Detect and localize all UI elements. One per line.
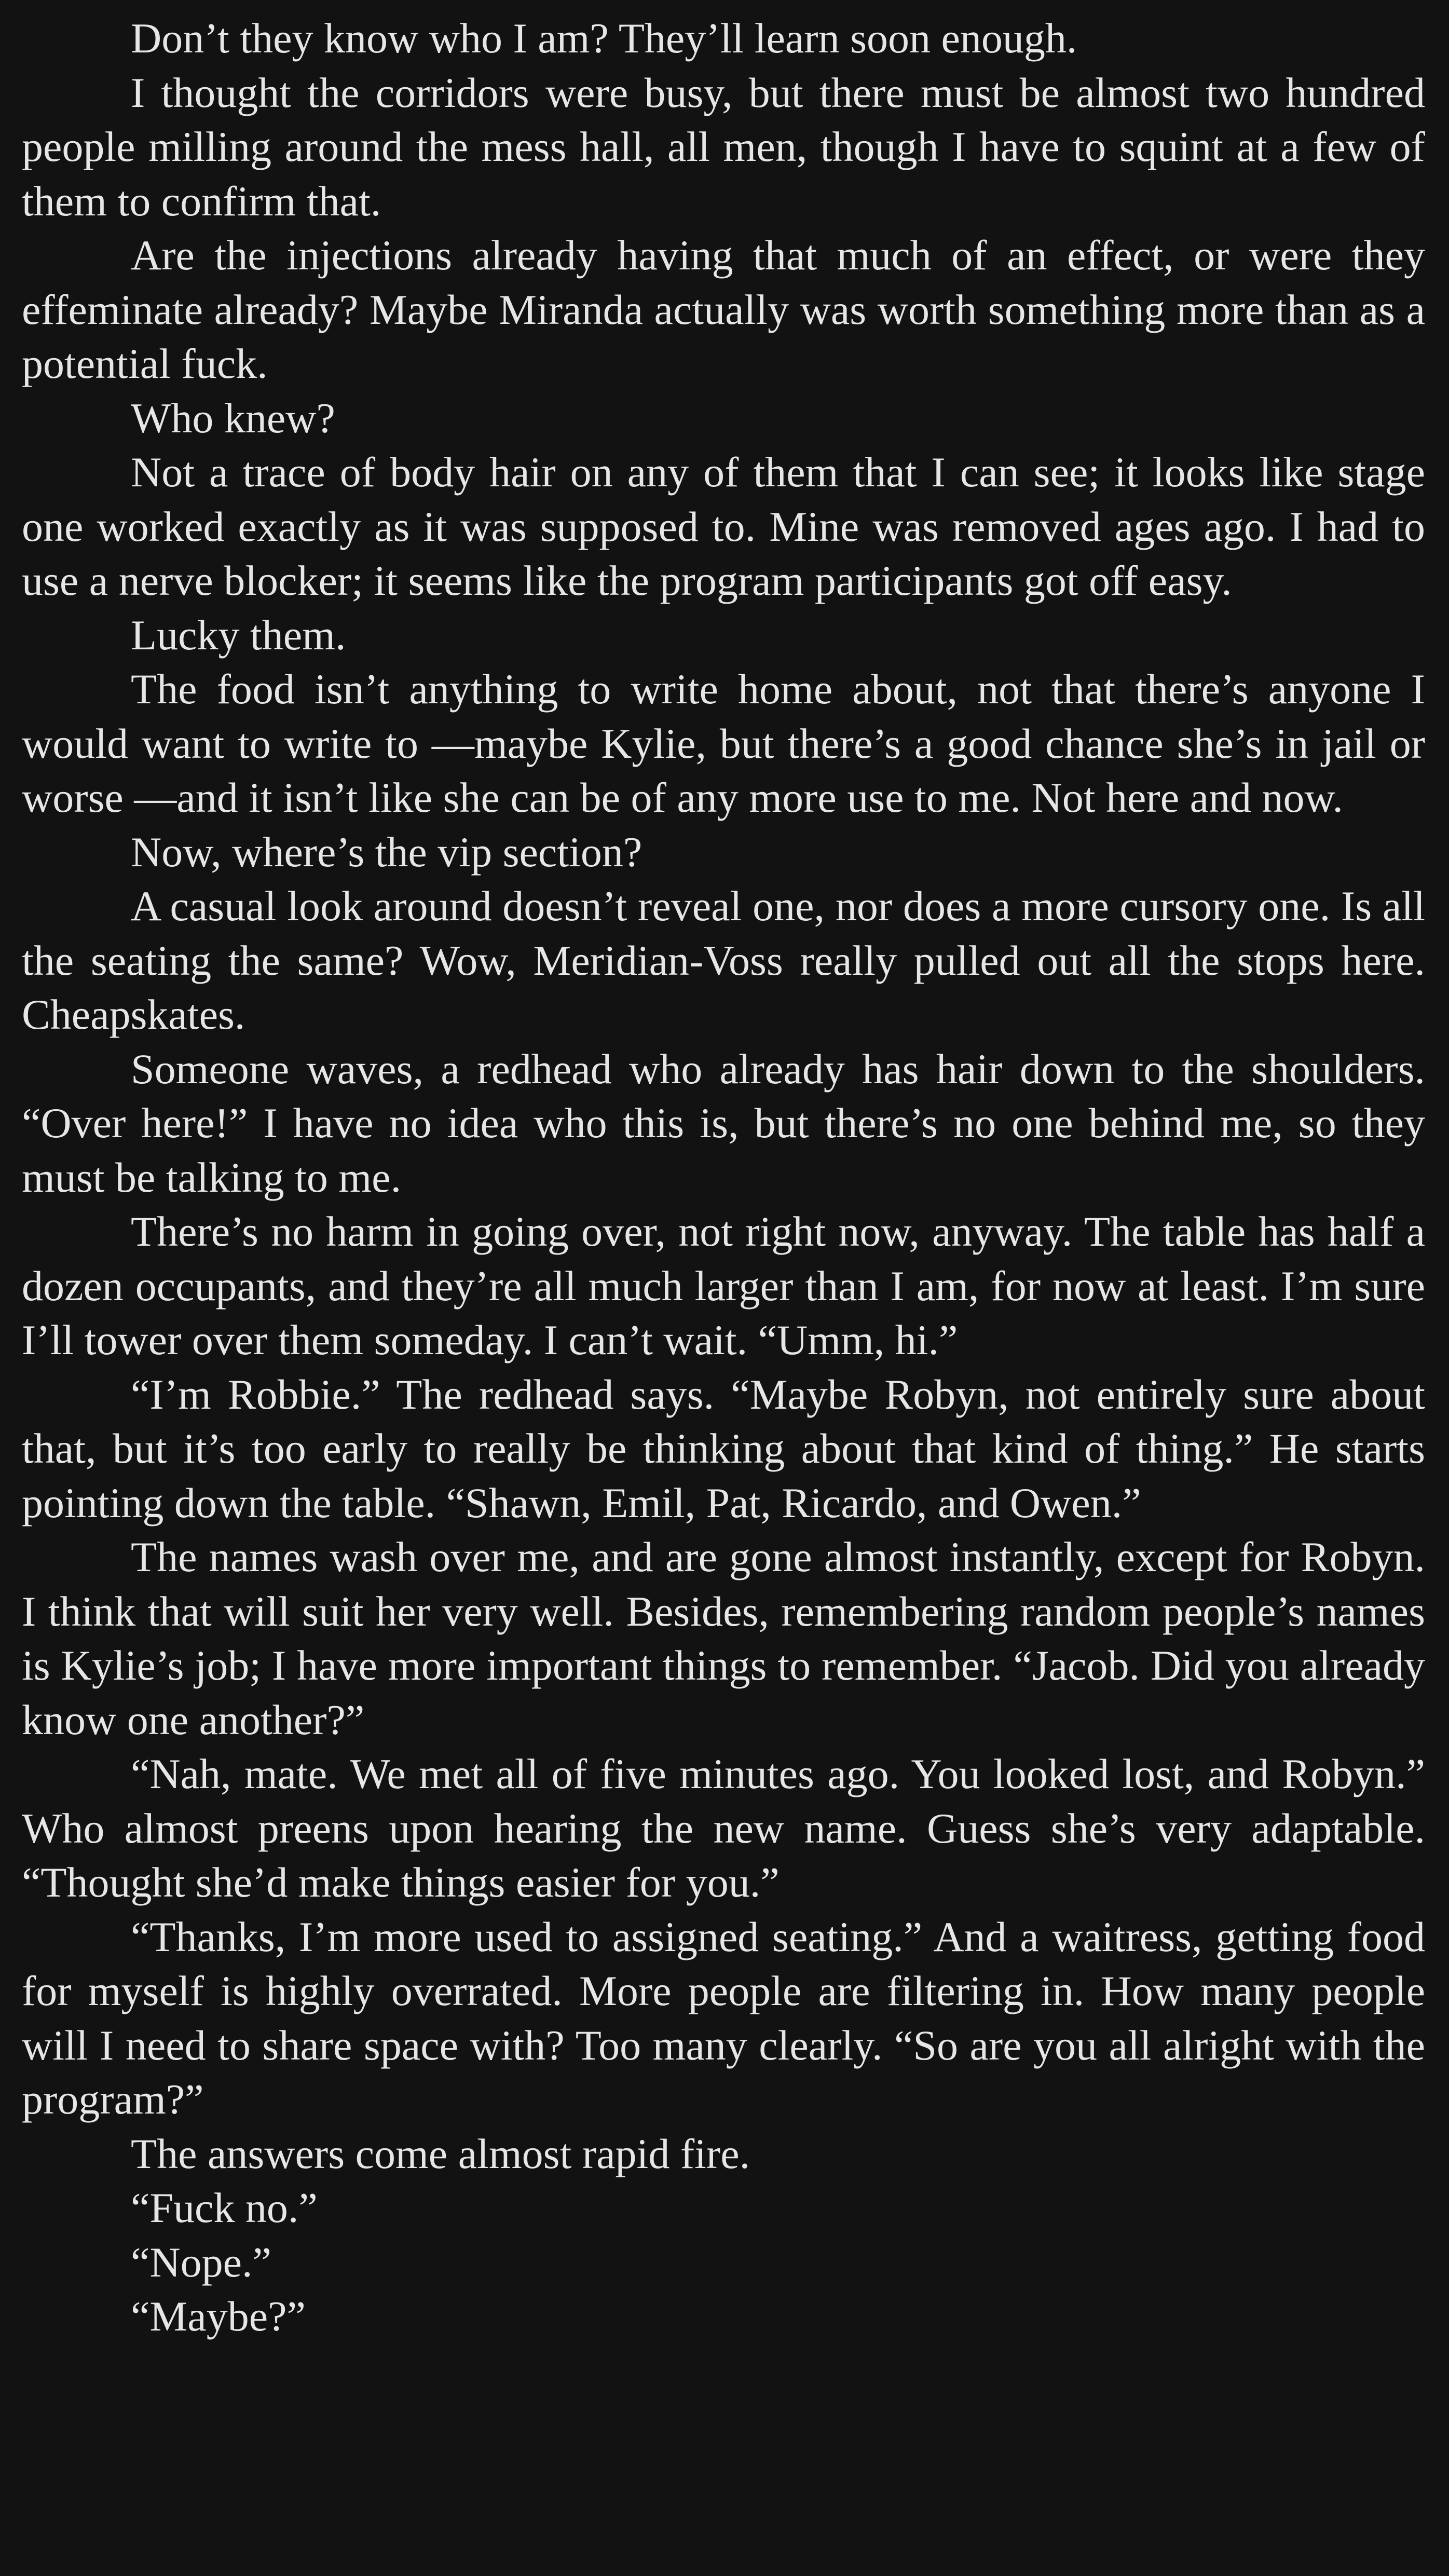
paragraph: There’s no harm in going over, not right now, anyway. The table has half a dozen occupants, and they’re all much larger than I am, for now at least. I’m sure I’ll tower over them someday. I can’t wait. “Umm, hi.” xyxy=(22,1208,1425,1364)
paragraph: “I’m Robbie.” The redhead says. “Maybe Robyn, not entirely sure about that, but it’s too early to really be thinking about that kind of thing.” He starts pointing down the table. “Shawn, Emil, Pat, Ricardo, and Owen.” xyxy=(22,1370,1425,1526)
paragraph: Not a trace of body hair on any of them that I can see; it looks like stage one worked exactly as it was supposed to. Mine was removed ages ago. I had to use a nerve blocker; it seems like the program participants got off easy. xyxy=(22,448,1425,604)
paragraph: “Nope.” xyxy=(131,2238,271,2286)
paragraph: Now, where’s the vip section? xyxy=(131,828,643,876)
paragraph: “Fuck no.” xyxy=(131,2184,318,2231)
paragraph: Are the injections already having that much of an effect, or were they effeminate already? Maybe Miranda actually was worth something more than as a potential fuck. xyxy=(22,231,1425,387)
paragraph: “Nah, mate. We met all of five minutes ago. You looked lost, and Robyn.” Who almost preens upon hearing the new name. Guess she’s very adaptable. “Thought she’d make things easier for you.” xyxy=(22,1750,1425,1906)
paragraph: A casual look around doesn’t reveal one, nor does a more cursory one. Is all the seating the same? Wow, Meridian-Voss really pulled out all the stops here. Cheapskates. xyxy=(22,882,1425,1038)
paragraph: Lucky them. xyxy=(131,611,346,659)
paragraph: The answers come almost rapid fire. xyxy=(131,2130,750,2177)
paragraph: Don’t they know who I am? They’ll learn soon enough. xyxy=(131,15,1077,62)
paragraph: “Maybe?” xyxy=(131,2293,306,2340)
paragraph: I thought the corridors were busy, but there must be almost two hundred people milling around the mess hall, all men, though I have to squint at a few of them to confirm that. xyxy=(22,69,1425,225)
paragraph: “Thanks, I’m more used to assigned seating.” And a waitress, getting food for myself is highly overrated. More people are filtering in. How many people will I need to share space with? Too many clearly. “So are you all alright with the program?” xyxy=(22,1913,1425,2123)
paragraph: Someone waves, a redhead who already has hair down to the shoulders. “Over here!” I have no idea who this is, but there’s no one behind me, so they must be talking to me. xyxy=(22,1045,1425,1201)
paragraph: Who knew? xyxy=(131,394,335,442)
paragraph: The names wash over me, and are gone almost instantly, except for Robyn. I think that will suit her very well. Besides, remembering random people’s names is Kylie’s job; I have more important things to remember. “Jacob. Did you already know one another?” xyxy=(22,1533,1425,1743)
paragraph: The food isn’t anything to write home about, not that there’s anyone I would want to write to —maybe Kylie, but there’s a good chance she’s in jail or worse —and it isn’t like she can be of any more use to me. Not here and now. xyxy=(22,665,1425,821)
